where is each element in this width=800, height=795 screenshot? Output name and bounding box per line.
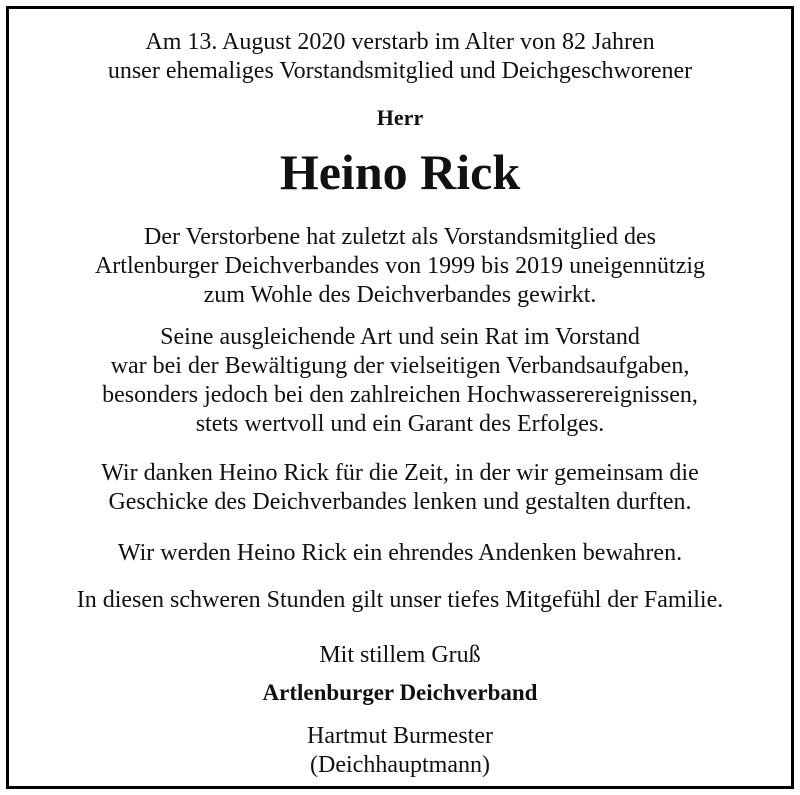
signatory-name: Hartmut Burmester xyxy=(307,723,493,749)
signatory-title: (Deichhauptmann) xyxy=(310,752,490,778)
paragraph-line: Artlenburger Deichverbandes von 1999 bis 2019 uneigennützig xyxy=(94,253,706,279)
organization-name: Artlenburger Deichverband xyxy=(262,680,538,705)
paragraph-line: Wir danken Heino Rick für die Zeit, in der wir gemeinsam die xyxy=(101,460,699,486)
deceased-name: Heino Rick xyxy=(279,144,521,200)
paragraph-line: stets wertvoll und ein Garant des Erfolges. xyxy=(195,411,605,437)
paragraph-line: Wir werden Heino Rick ein ehrendes Andenken bewahren. xyxy=(117,540,683,566)
intro-line: unser ehemaliges Vorstandsmitglied und Deichgeschworener xyxy=(107,58,693,84)
paragraph-condolence xyxy=(9,586,791,615)
closing-greeting: Mit stillem Gruß xyxy=(319,642,481,668)
paragraph-line: war bei der Bewältigung der vielseitigen Verbandsaufgaben, xyxy=(110,353,690,379)
paragraph-line: In diesen schweren Stunden gilt unser tiefes Mitgefühl der Familie. xyxy=(76,587,724,613)
obituary-notice xyxy=(6,6,794,789)
paragraph-character xyxy=(9,323,791,439)
paragraph-tribute xyxy=(9,223,791,310)
paragraph-line: Geschicke des Deichverbandes lenken und gestalten durften. xyxy=(108,489,692,515)
paragraph-remembrance xyxy=(9,539,791,568)
paragraph-line: besonders jedoch bei den zahlreichen Hochwasserereignissen, xyxy=(102,382,698,408)
salutation: Herr xyxy=(376,105,424,130)
paragraph-thanks xyxy=(9,459,791,517)
intro-line: Am 13. August 2020 verstarb im Alter von 82 Jahren xyxy=(145,29,655,55)
signature-block xyxy=(9,722,791,780)
intro-text xyxy=(9,28,791,86)
paragraph-line: zum Wohle des Deichverbandes gewirkt. xyxy=(203,282,597,308)
paragraph-line: Der Verstorbene hat zuletzt als Vorstandsmitglied des xyxy=(144,224,656,250)
paragraph-line: Seine ausgleichende Art und sein Rat im Vorstand xyxy=(160,324,640,350)
